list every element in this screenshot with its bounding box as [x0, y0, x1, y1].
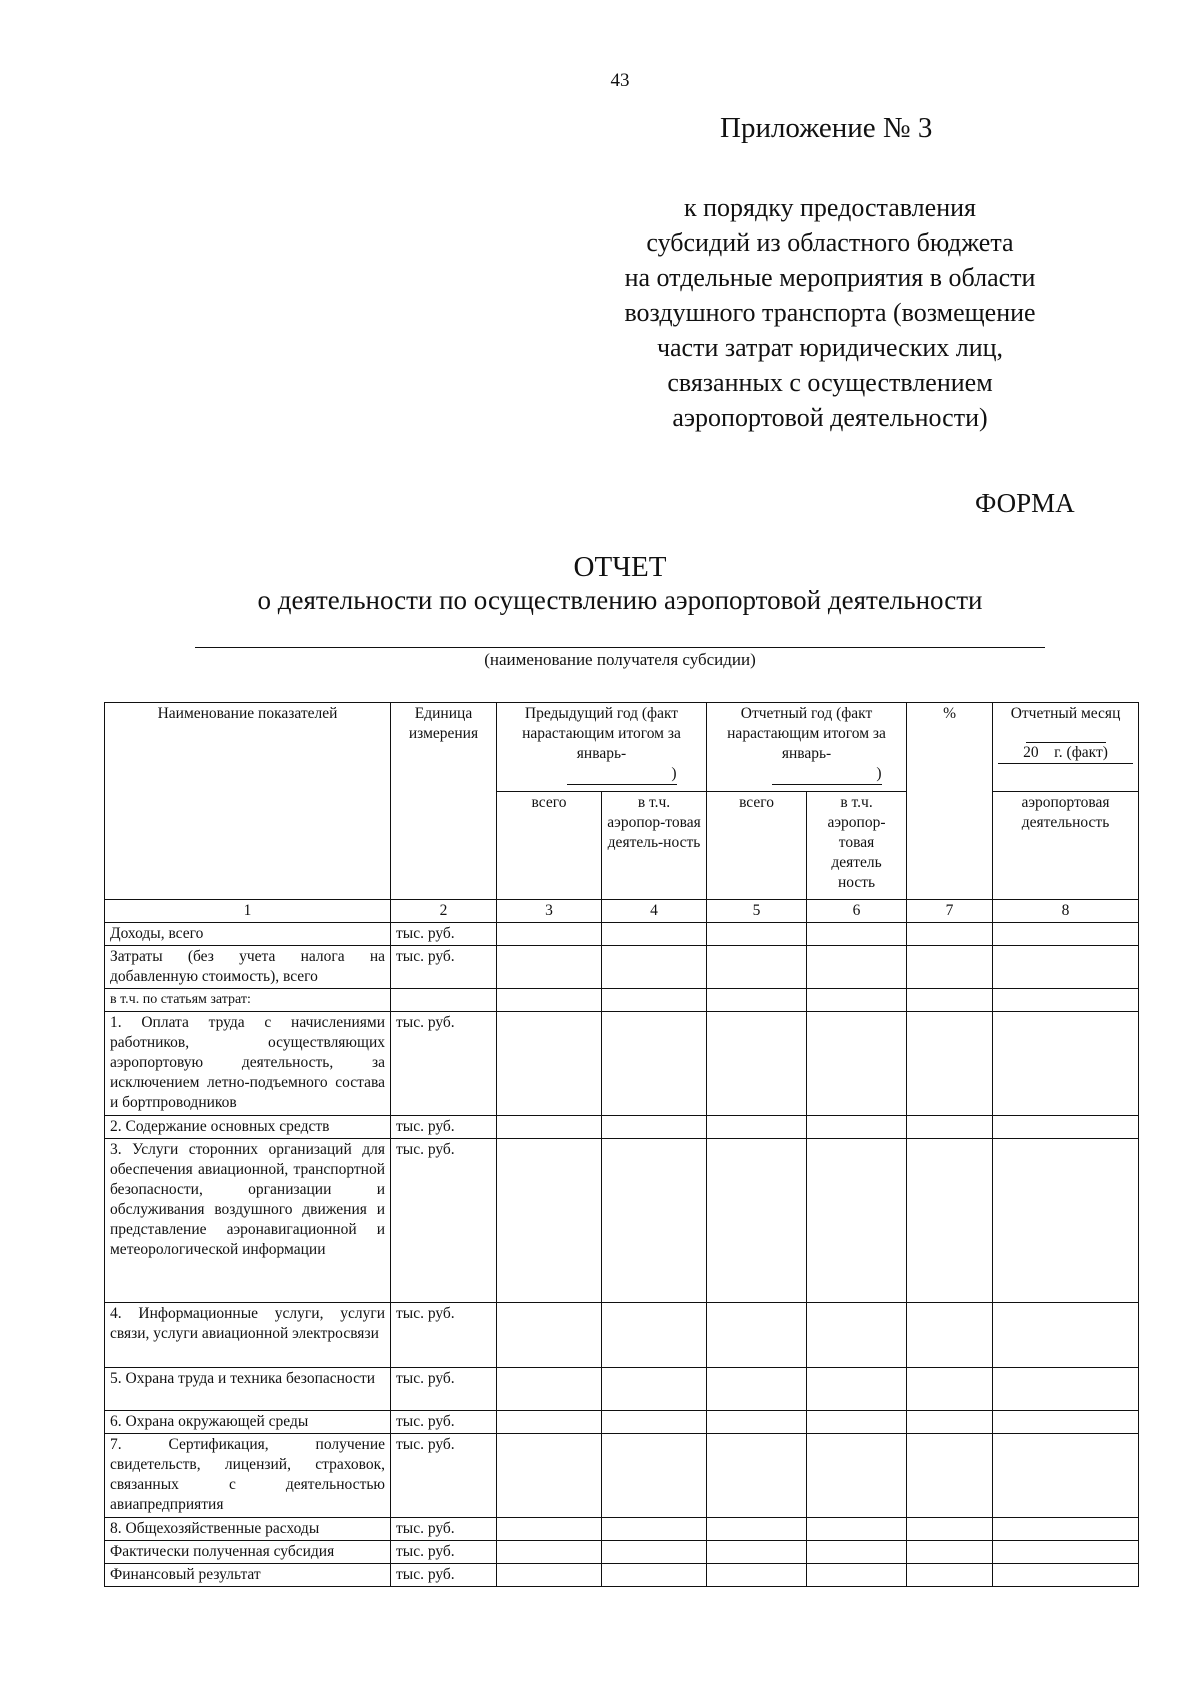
- value-cell[interactable]: [907, 1518, 993, 1541]
- header-report-year-text: Отчетный год (факт нарастающим итогом за январь-: [727, 705, 886, 762]
- row-unit: тыс. руб.: [391, 1303, 497, 1368]
- value-cell[interactable]: [602, 1368, 707, 1411]
- value-cell[interactable]: [993, 1541, 1139, 1564]
- table-row: [105, 1116, 1139, 1139]
- value-cell[interactable]: [907, 1368, 993, 1411]
- value-cell[interactable]: [707, 1116, 807, 1139]
- value-cell[interactable]: [497, 1518, 602, 1541]
- value-cell[interactable]: [497, 1541, 602, 1564]
- value-cell[interactable]: [602, 1434, 707, 1518]
- appendix-line: к порядку предоставления: [684, 193, 976, 222]
- value-cell[interactable]: [602, 1518, 707, 1541]
- table-row: [105, 923, 1139, 946]
- value-cell[interactable]: [993, 946, 1139, 989]
- value-cell[interactable]: [497, 989, 602, 1012]
- value-cell[interactable]: [707, 1518, 807, 1541]
- row-unit: тыс. руб.: [391, 1012, 497, 1116]
- value-cell[interactable]: [707, 1139, 807, 1303]
- appendix-line: части затрат юридических лиц,: [656, 333, 1004, 362]
- header-unit: Единица измерения: [391, 703, 497, 900]
- header-report-total: всего: [707, 792, 807, 900]
- value-cell[interactable]: [993, 1411, 1139, 1434]
- row-name: Затраты (без учета налога на добавленную стоимость), всего: [105, 946, 391, 989]
- value-cell[interactable]: [707, 923, 807, 946]
- report-title: ОТЧЕТ: [573, 551, 667, 583]
- row-unit: тыс. руб.: [391, 1434, 497, 1518]
- value-cell[interactable]: [707, 1411, 807, 1434]
- table-row: [105, 1518, 1139, 1541]
- value-cell[interactable]: [807, 1303, 907, 1368]
- row-name: Фактически полученная субсидия: [105, 1541, 391, 1564]
- value-cell[interactable]: [993, 1434, 1139, 1518]
- header-report-month-text: Отчетный месяц: [1010, 705, 1121, 722]
- value-cell[interactable]: [907, 1541, 993, 1564]
- row-name: 6. Охрана окружающей среды: [105, 1411, 391, 1434]
- recipient-caption: (наименование получателя субсидии): [484, 650, 756, 669]
- value-cell[interactable]: [907, 1411, 993, 1434]
- value-cell[interactable]: [907, 923, 993, 946]
- row-name: в т.ч. по статьям затрат:: [105, 989, 391, 1012]
- value-cell[interactable]: [497, 1411, 602, 1434]
- row-name: 4. Информационные услуги, услуги связи, услуги авиационной электросвязи: [105, 1303, 391, 1368]
- header-report-month-year: 20 г. (факт): [998, 743, 1133, 764]
- table-row: [105, 1139, 1139, 1303]
- row-name: Финансовый результат: [105, 1564, 391, 1587]
- value-cell[interactable]: [907, 1564, 993, 1587]
- value-cell[interactable]: [907, 1303, 993, 1368]
- header-prev-year-blank: ): [567, 764, 677, 785]
- value-cell[interactable]: [497, 1012, 602, 1116]
- table-row: [105, 1012, 1139, 1116]
- value-cell[interactable]: [807, 1518, 907, 1541]
- table-row: [105, 1411, 1139, 1434]
- column-number: 3: [497, 900, 602, 923]
- value-cell[interactable]: [602, 1303, 707, 1368]
- value-cell[interactable]: [707, 946, 807, 989]
- value-cell[interactable]: [497, 1139, 602, 1303]
- table-row: [105, 1564, 1139, 1587]
- page-number: 43: [610, 70, 630, 91]
- row-name: 8. Общехозяйственные расходы: [105, 1518, 391, 1541]
- value-cell[interactable]: [602, 1116, 707, 1139]
- header-report-year: [707, 703, 907, 792]
- value-cell[interactable]: [602, 989, 707, 1012]
- value-cell[interactable]: [907, 1434, 993, 1518]
- column-number: 2: [391, 900, 497, 923]
- header-prev-total: всего: [497, 792, 602, 900]
- value-cell[interactable]: [807, 1012, 907, 1116]
- table-row: [105, 1541, 1139, 1564]
- value-cell[interactable]: [993, 989, 1139, 1012]
- header-prev-airport: в т.ч. аэропор-товая деятель-ность: [602, 792, 707, 900]
- value-cell[interactable]: [993, 1303, 1139, 1368]
- value-cell[interactable]: [993, 1518, 1139, 1541]
- value-cell[interactable]: [907, 989, 993, 1012]
- value-cell[interactable]: [993, 1139, 1139, 1303]
- table-row: [105, 989, 1139, 1012]
- value-cell[interactable]: [707, 1012, 807, 1116]
- value-cell[interactable]: [807, 1116, 907, 1139]
- value-cell[interactable]: [907, 1139, 993, 1303]
- value-cell[interactable]: [497, 946, 602, 989]
- value-cell[interactable]: [993, 1368, 1139, 1411]
- header-month-airport: аэропортовая деятельность: [993, 792, 1139, 900]
- value-cell[interactable]: [602, 1139, 707, 1303]
- header-report-airport: в т.ч. аэропор-товая деятель ность: [807, 792, 907, 900]
- value-cell[interactable]: [707, 1564, 807, 1587]
- value-cell[interactable]: [707, 1368, 807, 1411]
- value-cell[interactable]: [907, 1116, 993, 1139]
- value-cell[interactable]: [807, 1411, 907, 1434]
- value-cell[interactable]: [602, 1541, 707, 1564]
- appendix-line: субсидий из областного бюджета: [646, 228, 1014, 257]
- row-unit: тыс. руб.: [391, 1564, 497, 1587]
- row-unit: тыс. руб.: [391, 1518, 497, 1541]
- value-cell[interactable]: [497, 923, 602, 946]
- value-cell[interactable]: [807, 946, 907, 989]
- column-number: 6: [807, 900, 907, 923]
- table-row: [105, 1368, 1139, 1411]
- value-cell[interactable]: [497, 1368, 602, 1411]
- value-cell[interactable]: [993, 923, 1139, 946]
- row-unit: тыс. руб.: [391, 1541, 497, 1564]
- value-cell[interactable]: [497, 1434, 602, 1518]
- header-prev-year-text: Предыдущий год (факт нарастающим итогом за январь-: [522, 705, 681, 762]
- row-unit: тыс. руб.: [391, 1116, 497, 1139]
- value-cell[interactable]: [807, 1434, 907, 1518]
- column-number: 4: [602, 900, 707, 923]
- value-cell[interactable]: [497, 1303, 602, 1368]
- table-row: [105, 946, 1139, 989]
- header-prev-year: [497, 703, 707, 792]
- appendix-line: связанных с осуществлением: [667, 368, 993, 397]
- value-cell[interactable]: [993, 1564, 1139, 1587]
- appendix-line: воздушного транспорта (возмещение: [624, 298, 1036, 327]
- recipient-name-line: [195, 647, 1045, 648]
- value-cell[interactable]: [807, 1368, 907, 1411]
- form-label: ФОРМА: [975, 488, 1075, 518]
- column-number: 8: [993, 900, 1139, 923]
- row-unit: тыс. руб.: [391, 1139, 497, 1303]
- row-name: 7. Сертификация, получение свидетельств, лицензий, страховок, связанных с деятельностью авиапредприятия: [105, 1434, 391, 1518]
- value-cell[interactable]: [497, 1564, 602, 1587]
- value-cell[interactable]: [707, 989, 807, 1012]
- table-row: [105, 1303, 1139, 1368]
- row-unit: тыс. руб.: [391, 1368, 497, 1411]
- column-number: 5: [707, 900, 807, 923]
- value-cell[interactable]: [707, 1303, 807, 1368]
- appendix-line: аэропортовой деятельности): [672, 403, 988, 432]
- column-number: 7: [907, 900, 993, 923]
- value-cell[interactable]: [602, 1012, 707, 1116]
- row-unit: [391, 989, 497, 1012]
- header-report-year-blank: ): [772, 764, 882, 785]
- header-indicator: Наименование показателей: [105, 703, 391, 900]
- report-table: [104, 702, 1139, 1587]
- value-cell[interactable]: [807, 1541, 907, 1564]
- row-name: 5. Охрана труда и техника безопасности: [105, 1368, 391, 1411]
- row-name: Доходы, всего: [105, 923, 391, 946]
- appendix-title: Приложение № 3: [720, 112, 933, 144]
- row-name: 2. Содержание основных средств: [105, 1116, 391, 1139]
- appendix-line: на отдельные мероприятия в области: [624, 263, 1036, 292]
- value-cell[interactable]: [497, 1116, 602, 1139]
- value-cell[interactable]: [707, 1434, 807, 1518]
- row-unit: тыс. руб.: [391, 946, 497, 989]
- value-cell[interactable]: [907, 946, 993, 989]
- column-number: 1: [105, 900, 391, 923]
- value-cell[interactable]: [907, 1012, 993, 1116]
- value-cell[interactable]: [807, 989, 907, 1012]
- row-name: 3. Услуги сторонних организаций для обеспечения авиационной, транспортной безопасности, организации и обслуживания воздушного движения и представление аэронавигационной и метеорологической информации: [105, 1139, 391, 1303]
- value-cell[interactable]: [807, 1139, 907, 1303]
- row-unit: тыс. руб.: [391, 923, 497, 946]
- value-cell[interactable]: [993, 1116, 1139, 1139]
- value-cell[interactable]: [993, 1012, 1139, 1116]
- value-cell[interactable]: [602, 923, 707, 946]
- row-name: 1. Оплата труда с начислениями работников, осуществляющих аэропортовую деятельность, за исключением летно-подъемного состава и бортпроводников: [105, 1012, 391, 1116]
- value-cell[interactable]: [807, 923, 907, 946]
- value-cell[interactable]: [602, 1564, 707, 1587]
- value-cell[interactable]: [602, 1411, 707, 1434]
- value-cell[interactable]: [602, 946, 707, 989]
- header-report-month: [993, 703, 1139, 792]
- value-cell[interactable]: [807, 1564, 907, 1587]
- value-cell[interactable]: [707, 1541, 807, 1564]
- header-percent: %: [907, 703, 993, 900]
- row-unit: тыс. руб.: [391, 1411, 497, 1434]
- table-row: [105, 1434, 1139, 1518]
- appendix-description: [580, 190, 1080, 435]
- report-subtitle: о деятельности по осуществлению аэропортовой деятельности: [257, 585, 983, 615]
